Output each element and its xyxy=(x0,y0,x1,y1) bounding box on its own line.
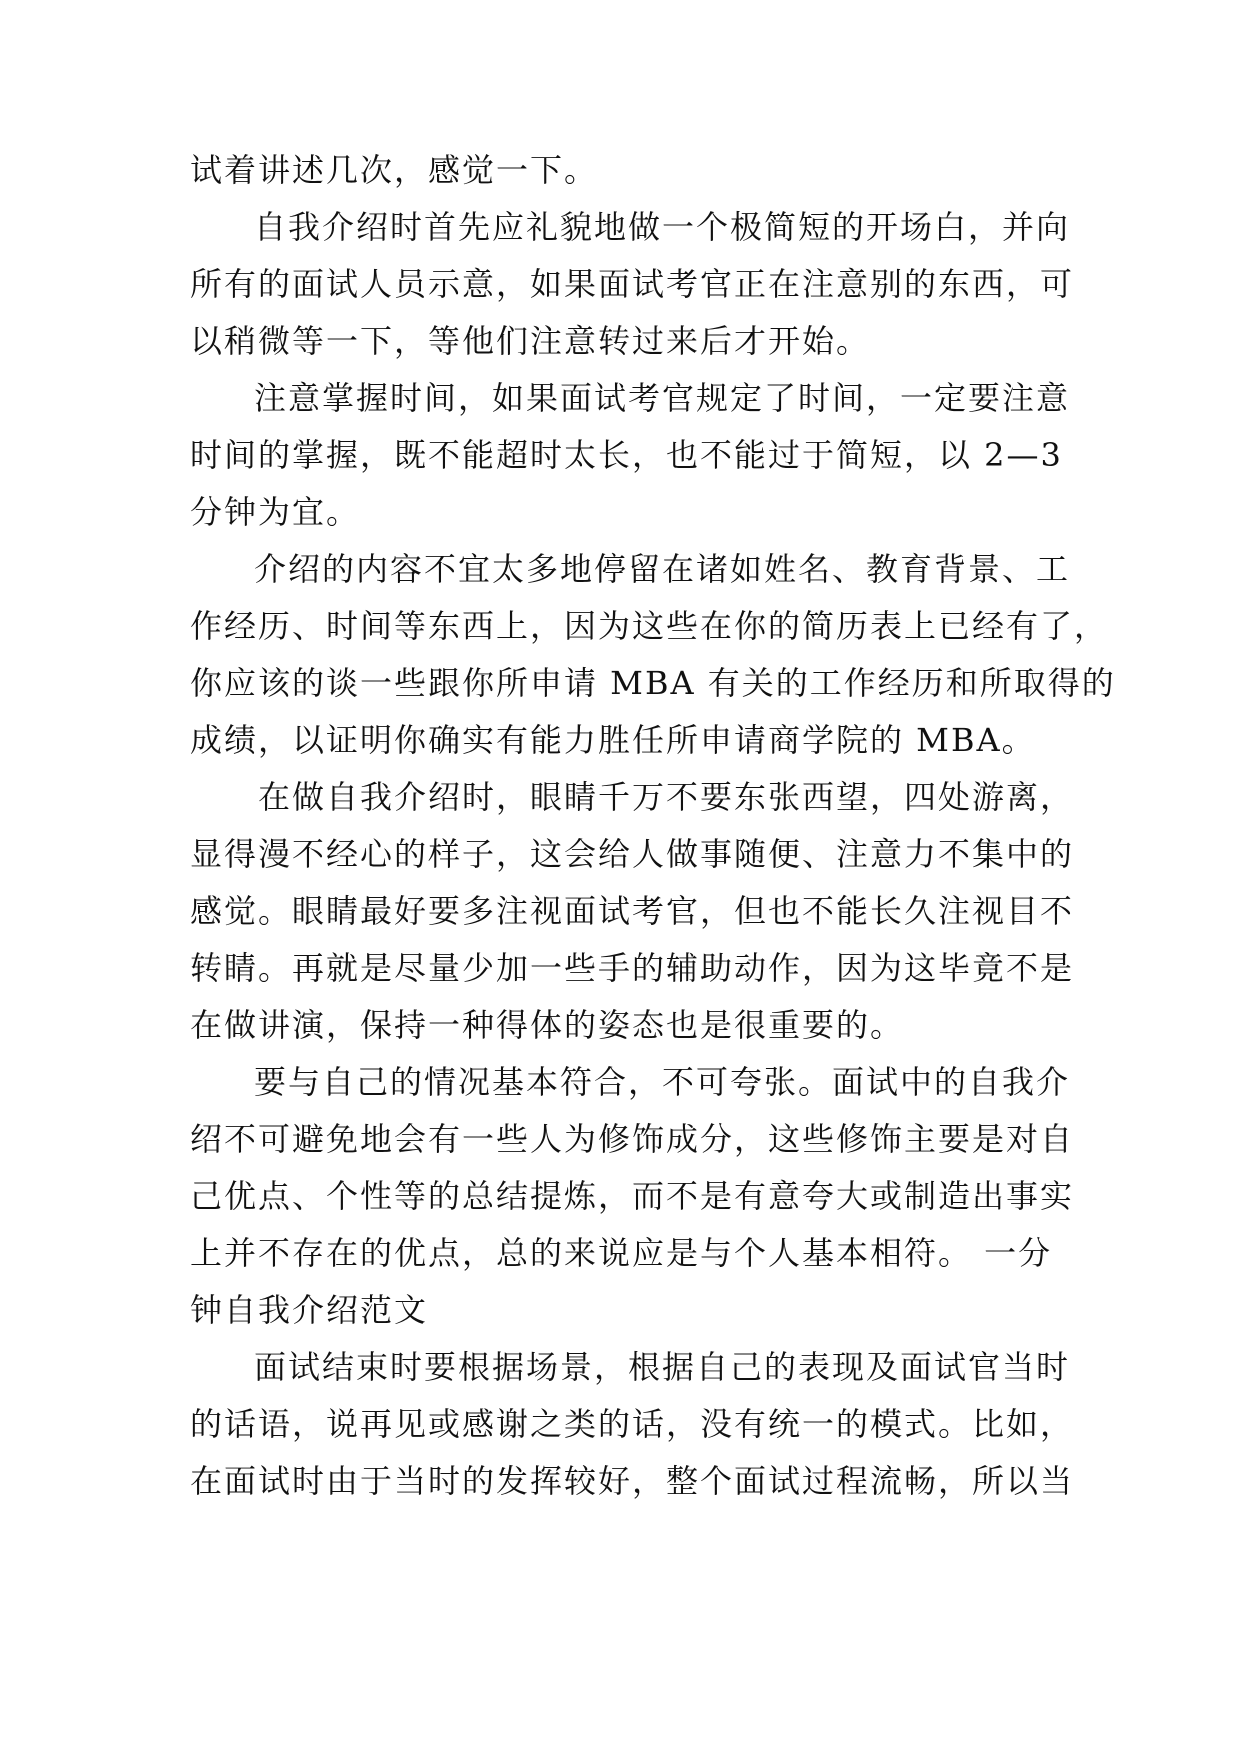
text-line: 作经历、时间等东西上，因为这些在你的简历表上已经有了， xyxy=(190,607,1109,645)
text-line: 在做自我介绍时，眼睛千万不要东张西望，四处游离， xyxy=(258,778,1075,816)
text-line: 试着讲述几次，感觉一下。 xyxy=(190,151,599,189)
text-line: 分钟为宜。 xyxy=(190,493,361,531)
text-line: 转睛。再就是尽量少加一些手的辅助动作，因为这毕竟不是 xyxy=(190,949,1075,987)
text-line: 感觉。眼睛最好要多注视面试考官，但也不能长久注视目不 xyxy=(190,892,1075,930)
text-line: 你应该的谈一些跟你所申请 MBA 有关的工作经历和所取得的 xyxy=(190,664,1116,702)
text-line: 要与自己的情况基本符合，不可夸张。面试中的自我介 xyxy=(254,1063,1071,1101)
text-line: 上并不存在的优点，总的来说应是与个人基本相符。 一分 xyxy=(190,1234,1053,1272)
text-line: 钟自我介绍范文 xyxy=(190,1291,429,1329)
text-line: 成绩，以证明你确实有能力胜任所申请商学院的 MBA。 xyxy=(190,721,1036,759)
text-line: 在做讲演，保持一种得体的姿态也是很重要的。 xyxy=(190,1006,905,1044)
text-line: 面试结束时要根据场景，根据自己的表现及面试官当时 xyxy=(254,1348,1071,1386)
text-line: 的话语，说再见或感谢之类的话，没有统一的模式。比如， xyxy=(190,1405,1075,1443)
text-line: 显得漫不经心的样子，这会给人做事随便、注意力不集中的 xyxy=(190,835,1075,873)
text-line: 注意掌握时间，如果面试考官规定了时间，一定要注意 xyxy=(254,379,1071,417)
text-line: 自我介绍时首先应礼貌地做一个极简短的开场白，并向 xyxy=(254,208,1071,246)
text-line: 在面试时由于当时的发挥较好，整个面试过程流畅，所以当 xyxy=(190,1462,1075,1500)
text-line: 己优点、个性等的总结提炼，而不是有意夸大或制造出事实 xyxy=(190,1177,1075,1215)
text-line: 绍不可避免地会有一些人为修饰成分，这些修饰主要是对自 xyxy=(190,1120,1075,1158)
text-line: 所有的面试人员示意，如果面试考官正在注意别的东西，可 xyxy=(190,265,1075,303)
text-line: 介绍的内容不宜太多地停留在诸如姓名、教育背景、工 xyxy=(254,550,1071,588)
text-line: 时间的掌握，既不能超时太长，也不能过于简短，以 2—3 xyxy=(190,436,1063,474)
text-line: 以稍微等一下，等他们注意转过来后才开始。 xyxy=(190,322,871,360)
